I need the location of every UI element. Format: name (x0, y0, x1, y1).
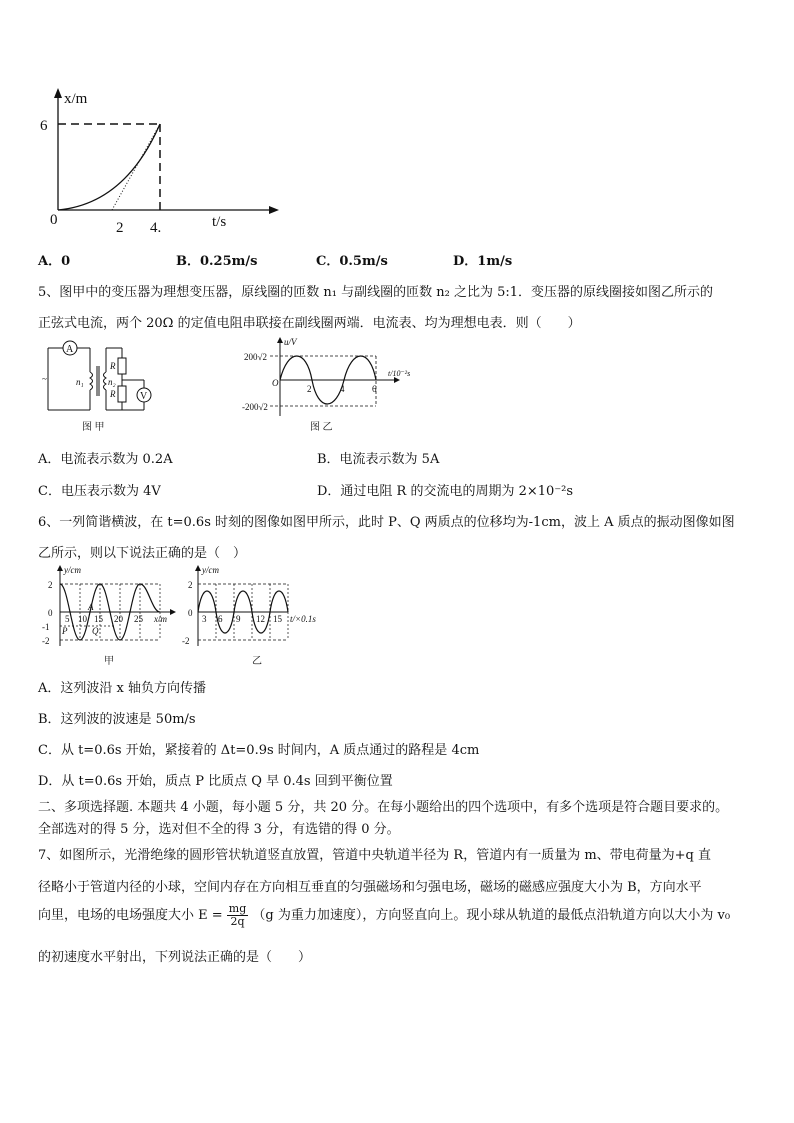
q7-stem-line4: 的初速度水平射出，下列说法正确的是（ ） (38, 950, 312, 965)
q7-field-fraction (227, 903, 248, 928)
q6-option-d[interactable]: D．从 t=0.6s 开始，质点 P 比质点 Q 早 0.4s 回到平衡位置 (38, 774, 393, 789)
q5-ammeter-label: A (66, 344, 74, 355)
q5-x-tick-4: 4 (340, 384, 345, 394)
q7-line3-pre: 向里，电场的电场强度大小 E = (38, 908, 223, 923)
q5-option-b[interactable]: B．电流表示数为 5A (317, 452, 440, 467)
q5-resistor-top (118, 358, 126, 374)
q6-vibration-graph (180, 564, 340, 668)
q6-jia-x-10: 10 (78, 614, 87, 624)
section2-heading-line1: 二、多项选择题. 本题共 4 小题，每小题 5 分，共 20 分。在每小题给出的四个选项中，有多个选项是符合题目要求的。 (38, 800, 729, 815)
q6-yi-x-6: 6 (218, 614, 223, 624)
q6-point-q: Q (92, 626, 99, 636)
svg-text:~: ~ (42, 374, 47, 384)
q5-neg-peak: -200√2 (242, 402, 268, 412)
q5-voltage-graph (236, 336, 456, 436)
q6-yi-y-neg2: -2 (182, 636, 190, 646)
q4-xt-graph (30, 86, 280, 238)
q4-option-a[interactable]: A．0 (38, 254, 71, 269)
q7-frac-denominator: 2q (230, 915, 245, 928)
q5-y-label: u/V (284, 337, 297, 347)
q6-yi-y-label: y/cm (202, 565, 219, 575)
q4-x-tick-4: 4. (150, 220, 162, 236)
q6-option-c[interactable]: C．从 t=0.6s 开始，紧接着的 Δt=0.9s 时间内，A 质点通过的路程是 4cm (38, 743, 480, 758)
q4-origin: 0 (50, 212, 58, 228)
q6-jia-x-label: x/m (154, 614, 167, 624)
q6-point-a: A (88, 602, 94, 612)
q7-stem-line2: 径略小于管道内径的小球，空间内存在方向相互垂直的匀强磁场和匀强电场，磁场的磁感应强度大小为 B，方向水平 (38, 880, 702, 895)
q5-fig-yi-caption: 图 乙 (310, 422, 333, 433)
q6-yi-x-9: 9 (236, 614, 241, 624)
q5-x-tick-6: 6 (372, 384, 377, 394)
q6-wave-graph (36, 564, 176, 668)
q7-stem-line1: 7、如图所示，光滑绝缘的圆形管状轨道竖直放置，管道中央轨道半径为 R，管道内有一质量为 m、带电荷量为+q 直 (38, 848, 711, 863)
q5-option-a[interactable]: A．电流表示数为 0.2A (38, 452, 173, 467)
q6-option-b[interactable]: B．这列波的波速是 50m/s (38, 712, 196, 727)
q6-yi-y-2: 2 (188, 580, 193, 590)
q6-jia-x-25: 25 (134, 614, 143, 624)
q6-stem-line1: 6、一列简谐横波，在 t=0.6s 时刻的图像如图甲所示，此时 P、Q 两质点的位移均为-1cm，波上 A 质点的振动图像如图 (38, 515, 735, 530)
q5-circuit-diagram (40, 338, 170, 434)
q6-jia-x-15: 15 (94, 614, 103, 624)
q5-origin: O (272, 378, 279, 388)
q6-jia-y-neg2: -2 (42, 636, 50, 646)
q6-point-p: P (62, 626, 68, 636)
q6-jia-x-5: 5 (65, 614, 70, 624)
q6-yi-x-12: 12 (256, 614, 265, 624)
q6-yi-x-3: 3 (202, 614, 207, 624)
q6-jia-y-neg1: -1 (42, 622, 50, 632)
q6-fig-yi-caption: 乙 (252, 656, 262, 667)
q5-voltmeter-label: V (140, 391, 148, 402)
q5-pos-peak: 200√2 (244, 352, 267, 362)
q5-stem-line2: 正弦式电流，两个 20Ω 的定值电阻串联接在副线圈两端．电流表、均为理想电表．则（ ） (38, 316, 581, 331)
q4-x-tick-2: 2 (116, 220, 124, 236)
q4-x-label: t/s (212, 214, 227, 230)
q7-frac-numerator: mg (228, 902, 247, 915)
q6-stem-line2: 乙所示，则以下说法正确的是（ ） (38, 546, 247, 561)
q6-yi-x-label: t/×0.1s (290, 614, 316, 624)
q6-yi-y-0: 0 (188, 608, 193, 618)
q5-n1-label: n₁ (76, 377, 84, 387)
section2-heading-line2: 全部选对的得 5 分，选对但不全的得 3 分，有选错的得 0 分。 (38, 822, 400, 837)
q6-jia-x-20: 20 (114, 614, 123, 624)
q4-y-label: x/m (64, 91, 88, 107)
q5-x-tick-2: 2 (307, 384, 312, 394)
q7-line3-post: （g 为重力加速度），方向竖直向上。现小球从轨道的最低点沿轨道方向以大小为 v₀ (252, 908, 731, 923)
q5-fig-jia-caption: 图 甲 (82, 422, 105, 433)
q5-option-c[interactable]: C．电压表示数为 4V (38, 484, 161, 499)
q5-x-label: t/10⁻²s (388, 369, 411, 378)
q5-r-top-label: R (110, 361, 116, 371)
q5-n2-label: n₂ (108, 377, 116, 387)
q6-jia-y-2: 2 (48, 580, 53, 590)
q6-fig-jia-caption: 甲 (104, 656, 114, 667)
q4-option-c[interactable]: C．0.5m/s (316, 254, 388, 269)
q5-option-d[interactable]: D．通过电阻 R 的交流电的周期为 2×10⁻²s (317, 484, 574, 499)
q7-stem-line3 (38, 903, 730, 928)
q6-option-a[interactable]: A．这列波沿 x 轴负方向传播 (38, 681, 206, 696)
q4-y-tick: 6 (40, 118, 48, 134)
q5-r-bottom-label: R (110, 389, 116, 399)
q4-option-d[interactable]: D．1m/s (453, 254, 513, 269)
q5-stem-line1: 5、图甲中的变压器为理想变压器，原线圈的匝数 n₁ 与副线圈的匝数 n₂ 之比为 5:1．变压器的原线圈接如图乙所示的 (38, 285, 714, 300)
q6-yi-x-15: 15 (273, 614, 282, 624)
q6-jia-y-0: 0 (48, 608, 53, 618)
q4-option-b[interactable]: B．0.25m/s (176, 254, 258, 269)
q6-jia-y-label: y/cm (64, 565, 81, 575)
q5-resistor-bottom (118, 386, 126, 402)
